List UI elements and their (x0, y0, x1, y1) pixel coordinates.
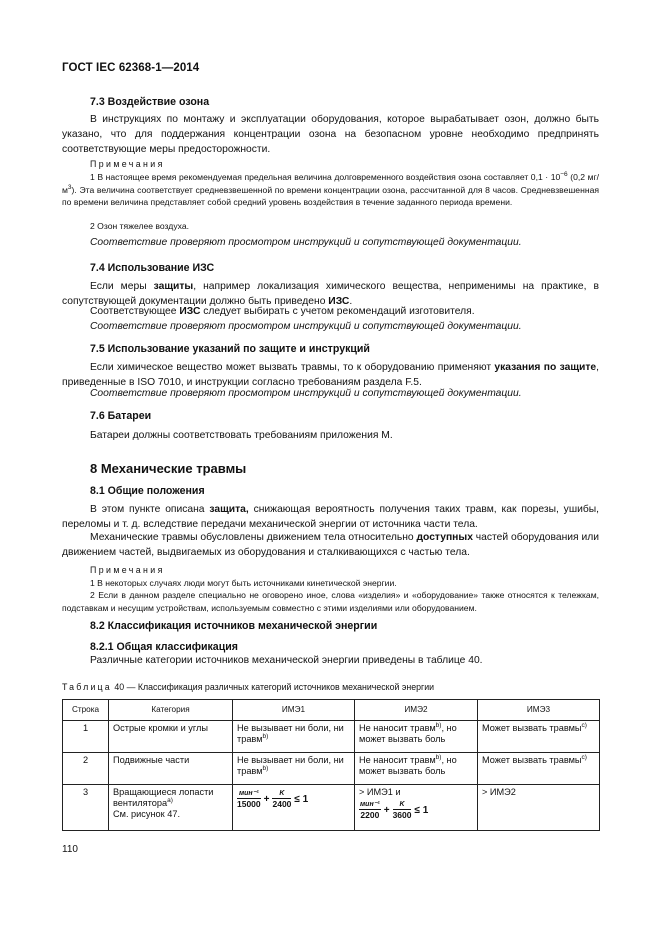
row-ime1 (233, 753, 355, 785)
term-ppe: ИЗС (179, 306, 201, 317)
cell-text: , но может вызвать боль (359, 723, 457, 744)
footnote-ref: c) (581, 753, 587, 761)
compliance-7-3: Соответствие проверяют просмотром инструкций и сопутствующей документации. (90, 237, 522, 248)
row-number: 3 (63, 785, 109, 831)
footnote-ref: b) (262, 764, 269, 772)
text: Механические травмы обусловлены движением тела относительно (90, 532, 417, 543)
cell-text: Не вызывает ни боли, ни травм (237, 723, 344, 744)
compliance-7-4: Соответствие проверяют просмотром инструкций и сопутствующей документации. (90, 321, 522, 332)
text: В этом пункте описана (90, 504, 210, 515)
header-category: Категория (109, 700, 233, 721)
section-8-2-title: 8.2 Классификация источников механической энергии (90, 620, 378, 632)
footnote-ref: b) (262, 732, 269, 740)
row-number: 2 (63, 753, 109, 785)
caption-label: Таблица (62, 682, 112, 692)
term-safeguard-instructions: указания по защите (494, 362, 597, 373)
header-ime1: ИМЭ1 (233, 700, 355, 721)
fraction-numerator: K (272, 789, 291, 799)
footnote-ref: b) (435, 721, 442, 729)
exponent: 3 (67, 183, 72, 191)
relation: ≤ 1 (414, 804, 429, 816)
header-ime2: ИМЭ2 (355, 700, 478, 721)
note-7-3-2: 2 Озон тяжелее воздуха. (90, 221, 189, 231)
section-7-4-paragraph-2 (62, 304, 599, 319)
row-ime2 (355, 721, 478, 753)
table-row (63, 753, 600, 785)
row-ime3 (478, 721, 600, 753)
note-7-3-1 (62, 171, 599, 209)
cell-text: Не наносит травм (359, 755, 436, 765)
cell-text: , но может вызвать боль (359, 755, 457, 776)
cell-text: Не наносит травм (359, 723, 436, 733)
section-8-1-paragraph-2 (62, 530, 599, 560)
header-ime3: ИМЭ3 (478, 700, 600, 721)
fraction-denominator: 15000 (237, 799, 261, 809)
text: следует выбирать с учетом рекомендаций изготовителя. (200, 306, 475, 317)
row-ime3: > ИМЭ2 (478, 785, 600, 831)
notes-label-7-3: Примечания (90, 159, 165, 169)
plus-sign: + (383, 804, 390, 816)
section-7-5-title: 7.5 Использование указаний по защите и инструкций (90, 343, 370, 355)
text: частей оборудования или движением частей, выдвигаемых из оборудования и сталкивающихся с частью тела. (62, 532, 599, 558)
note-8-1-2: 2 Если в данном разделе специально не оговорено иное, слова «изделия» и «оборудование» также относятся к тележкам, подставкам и несущим устройствам, используемым совместно с этими изделиями или оборудованием. (62, 590, 599, 613)
note-8-1-1: 1 В некоторых случаях люди могут быть источниками кинетической энергии. (90, 578, 397, 588)
footnote-ref: c) (581, 721, 587, 729)
fraction-numerator: мин⁻¹ (360, 801, 380, 808)
fraction-denominator: 2400 (272, 799, 292, 809)
section-7-4-title: 7.4 Использование ИЗС (90, 262, 215, 274)
fraction-denominator: 2200 (360, 810, 380, 820)
cell-text: Не вызывает ни боли, ни травм (237, 755, 344, 776)
row-ime2 (355, 753, 478, 785)
text: Если меры (90, 281, 154, 292)
fraction-numerator: K (393, 800, 412, 810)
header-row-number: Строка (63, 700, 109, 721)
fraction (272, 789, 291, 809)
cell-text: > ИМЭ1 и (359, 787, 401, 797)
table-caption (62, 682, 434, 692)
text: , например локализация химического вещества, неприменимы на практике, в сопутствующей документации должно быть приведено (62, 281, 599, 307)
term-protection: защиты (153, 281, 194, 292)
ime2-formula (359, 800, 428, 820)
table-row (63, 785, 600, 831)
compliance-7-5: Соответствие проверяют просмотром инструкций и сопутствующей документации. (90, 388, 522, 399)
standard-header: ГОСТ IEC 62368-1—2014 (62, 62, 200, 74)
plus-sign: + (263, 793, 270, 805)
section-7-6-paragraph: Батареи должны соответствовать требованиям приложения М. (90, 430, 393, 441)
section-7-6-title: 7.6 Батареи (90, 410, 152, 422)
row-ime2 (355, 785, 478, 831)
fraction (393, 800, 412, 820)
fraction-denominator: 3600 (392, 810, 412, 820)
text: , приведенные в ISO 7010, и инструкции согласно требованиям раздела F.5. (62, 362, 600, 388)
exponent: −6 (560, 171, 568, 179)
fraction-numerator: мин⁻¹ (238, 790, 259, 797)
cell-text: Вращающиеся лопасти вентилятора (113, 787, 214, 808)
relation: ≤ 1 (294, 793, 309, 805)
note-text: (0,2 мг/м (62, 172, 600, 195)
footnote-ref: a) (167, 796, 173, 804)
cell-text: Может вызвать травмы (482, 723, 582, 733)
cell-text: Может вызвать травмы (482, 755, 582, 765)
section-8-title: 8 Механические травмы (90, 461, 247, 476)
term-protection: защита, (209, 504, 249, 515)
section-7-3-paragraph: В инструкциях по монтажу и эксплуатации оборудования, которое вырабатывает озон, должно быть указано, что для поддержания концентрации озона на безопасном уровне необходимо предпринять соответствующие меры предосторожности. (62, 114, 599, 155)
fraction (237, 789, 261, 809)
section-8-2-1-title: 8.2.1 Общая классификация (90, 641, 238, 653)
row-category: Острые кромки и углы (109, 721, 233, 753)
footnote-ref: b) (435, 753, 442, 761)
term-accessible: доступных (416, 532, 473, 543)
figure-reference: См. рисунок 47. (113, 809, 181, 819)
section-8-2-1-paragraph: Различные категории источников механической энергии приведены в таблице 40. (90, 655, 483, 666)
row-ime1 (233, 785, 355, 831)
section-8-1-title: 8.1 Общие положения (90, 485, 205, 497)
text: Если химическое вещество может вызвать травмы, то к оборудованию применяют (90, 362, 495, 373)
term-ppe: ИЗС (328, 296, 350, 307)
text: снижающая вероятность получения таких травм, как порезы, ушибы, переломы и т. д. вследствие передачи механической энергии от источника части тела. (62, 504, 599, 530)
row-ime1 (233, 721, 355, 753)
section-7-3-title: 7.3 Воздействие озона (90, 96, 210, 108)
text: Соответствующее (90, 306, 180, 317)
table-row (63, 721, 600, 753)
table-header-row (63, 700, 600, 721)
ime1-formula (237, 789, 308, 809)
row-category (109, 785, 233, 831)
notes-label-8-1: Примечания (90, 565, 165, 575)
caption-text: 40 — Классификация различных категорий источников механической энергии (111, 682, 435, 692)
row-ime3 (478, 753, 600, 785)
page-number: 110 (62, 844, 78, 855)
section-8-1-paragraph-1 (62, 502, 599, 532)
classification-table (62, 699, 600, 831)
text: . (349, 296, 353, 307)
note-text: 1 В настоящее время рекомендуемая предельная величина долговременного воздействия озона составляет 0,1 · 10 (90, 172, 561, 182)
note-text: ). Эта величина соответствует средневзвешенной по времени концентрации озона, рассчитанной для 8 часов. Средневзвешенная по времени величина представляет собой средний уровень воздействия в течение заданного периода времени. (62, 184, 599, 208)
row-number: 1 (63, 721, 109, 753)
fraction (359, 800, 381, 820)
row-category: Подвижные части (109, 753, 233, 785)
